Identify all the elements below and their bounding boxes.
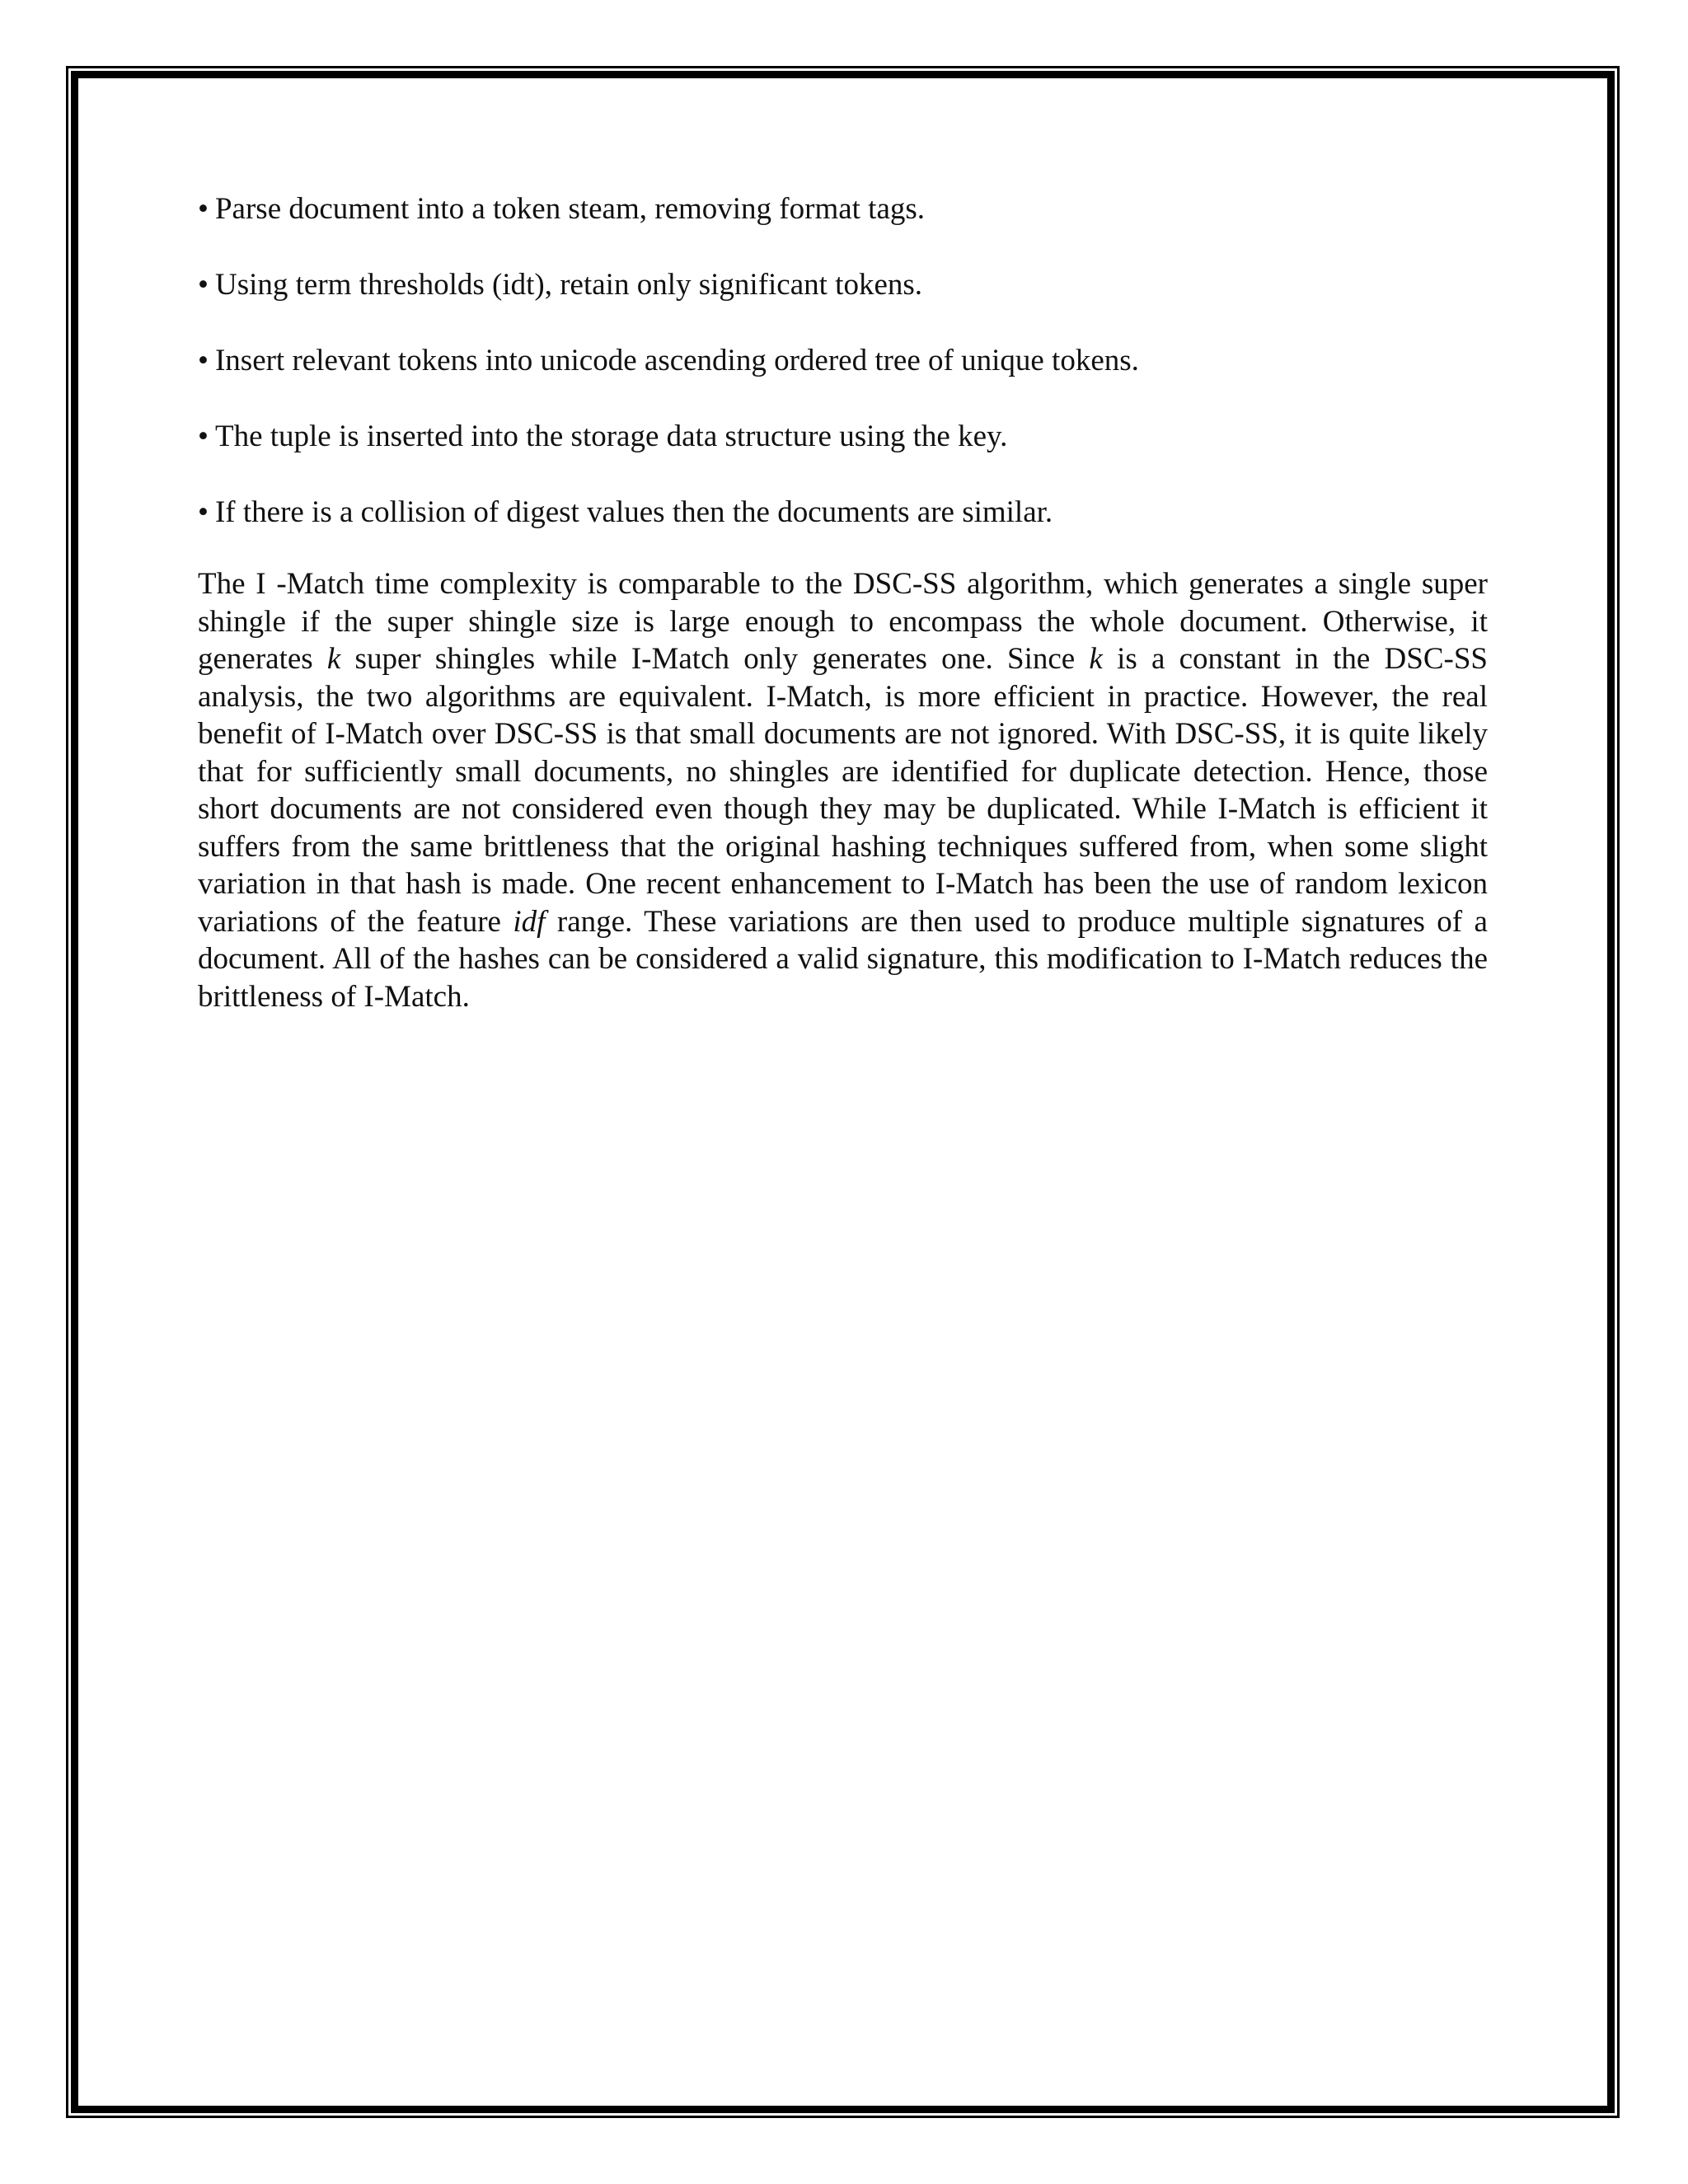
bullet-icon: • [198,192,209,226]
bullet-icon: • [198,268,209,302]
bullet-item [198,494,1488,531]
bullet-icon: • [198,344,209,377]
body-paragraph [198,565,1488,1015]
bullet-item [198,191,1488,227]
bullet-item [198,343,1488,379]
paragraph-text: super shingles while I-Match only generates one. Since [340,642,1090,676]
bullet-text: Using term thresholds (idt), retain only significant tokens. [214,268,923,302]
paragraph-text: is a constant in the DSC-SS analysis, the two algorithms are equivalent. I-Match, is more efficient in practice. However, the real benefit of I-Match over DSC-SS is that small documents are not ignored. With DSC-SS, it is quite likely that for sufficiently small documents, no shingles are identified for duplicate detection. Hence, those short documents are not considered even though they may be duplicated. While I-Match is efficient it suffers from the same brittleness that the original hashing techniques suffered from, when some slight variation in that hash is made. One recent enhancement to I-Match has been the use of random lexicon variations of the feature [198,642,1488,939]
variable-k: k [326,642,341,676]
bullet-item [198,267,1488,303]
bullet-text: Parse document into a token steam, removing format tags. [214,192,926,226]
paragraph-text: The I -Match time complexity is comparable to the DSC-SS algorithm, which generates a single super shingle if the super shingle size is large enough to encompass the whole document. Otherwise, it generates [198,567,1488,676]
bullet-item [198,419,1488,455]
bullet-text: If there is a collision of digest values then the documents are similar. [214,495,1053,529]
bullet-text: Insert relevant tokens into unicode ascending ordered tree of unique tokens. [214,344,1139,377]
variable-k: k [1089,642,1103,676]
paragraph-text: range. These variations are then used to produce multiple signatures of a document. All of the hashes can be considered a valid signature, this modification to I-Match reduces the brittleness of I-Match. [198,904,1488,1014]
bullet-icon: • [198,495,209,529]
document-body [198,191,1488,1015]
bullet-icon: • [198,419,209,453]
bullet-text: The tuple is inserted into the storage data structure using the key. [214,419,1008,453]
term-idf: idf [513,904,546,939]
